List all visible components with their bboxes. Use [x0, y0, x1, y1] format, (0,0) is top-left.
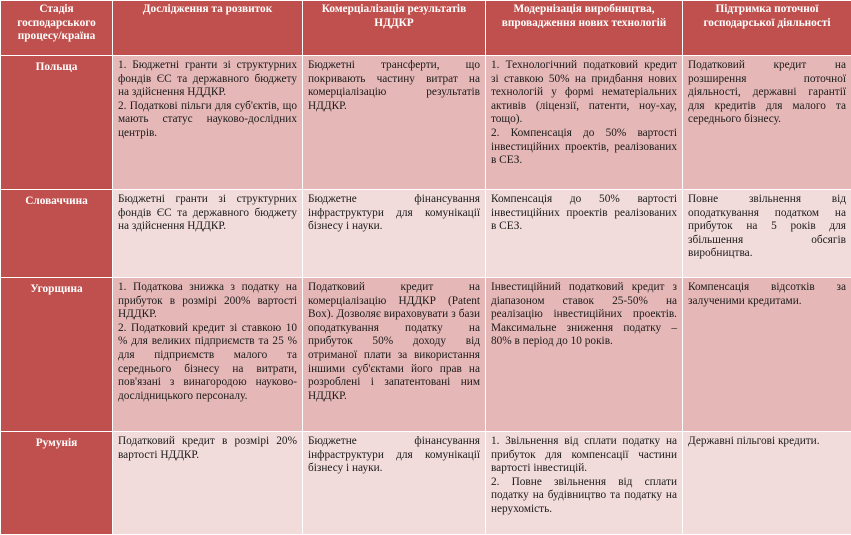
cell-paragraph: 2. Повне звільнення від сплати податку на будівництво та податку на нерухомість. — [491, 476, 677, 517]
table-row-poland — [1, 56, 851, 190]
cell-paragraph: Податковий кредит на розширення поточної діяльності, державні гарантії для кредитів для малого та середнього бізнесу. — [688, 59, 846, 127]
support-cell — [683, 56, 851, 190]
country-cell: Угорщина — [1, 278, 113, 432]
cell-paragraph: 2. Податковий кредит зі ставкою 10 % для великих підприємств та 25 % для підприємств малого та середнього бізнесу на витрати, пов'язані з винагородою науково-дослідницького персоналу. — [118, 322, 297, 404]
cell-paragraph: Бюджетне фінансування інфраструктури для комунікації бізнесу і науки. — [308, 435, 480, 476]
commercialization-cell — [303, 190, 486, 278]
research-cell — [113, 278, 303, 432]
header-commercialization: Комерціалізація результатів НДДКР — [303, 1, 486, 56]
header-research: Дослідження та розвиток — [113, 1, 303, 56]
support-cell — [683, 190, 851, 278]
country-cell: Словаччина — [1, 190, 113, 278]
cell-paragraph: 2. Компенсація до 50% вартості інвестиційних проектів, реалізованих в СЕЗ. — [491, 127, 677, 168]
cell-paragraph: Податковий кредит в розмірі 20% вартості НДДКР. — [118, 435, 297, 462]
support-cell — [683, 278, 851, 432]
cell-paragraph: Інвестиційний податковий кредит з діапазоном ставок 25-50% на реалізацію інвестиційних проектів. Максимальне зниження податку – 80% в період до 10 років. — [491, 281, 677, 349]
research-cell — [113, 190, 303, 278]
cell-paragraph: Бюджетні трансферти, що покривають частину витрат на комерціалізацію результатів НДДКР. — [308, 59, 480, 113]
cell-paragraph: 2. Податкові пільги для суб'єктів, що мають статус науково-дослідних центрів. — [118, 100, 297, 141]
modernization-cell — [486, 190, 683, 278]
header-support: Підтримка поточної господарської діяльності — [683, 1, 851, 56]
commercialization-cell — [303, 278, 486, 432]
cell-paragraph: Податковий кредит на комерціалізацію НДДКР (Patent Box). Дозволяє вираховувати з бази оподаткування податку на прибуток 50% доходу від отриманої плати за використання іншими суб'єктами його прав на розроблені і запатентовані ним НДДКР. — [308, 281, 480, 403]
modernization-cell — [486, 432, 683, 535]
header-stage-country: Стадія господарського процесу/країна — [1, 1, 113, 56]
support-cell — [683, 432, 851, 535]
cell-paragraph: Бюджетні гранти зі структурних фондів ЄС та державного бюджету на здійснення НДДКР. — [118, 193, 297, 234]
table-row-hungary — [1, 278, 851, 432]
table-row-romania — [1, 432, 851, 535]
cell-paragraph: Компенсація до 50% вартості інвестиційних проектів реалізованих в СЕЗ. — [491, 193, 677, 234]
cell-paragraph: Бюджетне фінансування інфраструктури для комунікації бізнесу і науки. — [308, 193, 480, 234]
commercialization-cell — [303, 432, 486, 535]
commercialization-cell — [303, 56, 486, 190]
cell-paragraph: 1. Податкова знижка з податку на прибуток в розмірі 200% вартості НДДКР. — [118, 281, 297, 322]
header-row — [1, 1, 851, 56]
cell-paragraph: 1. Технологічний податковий кредит зі ставкою 50% на придбання нових технологій у формі нематеріальних активів (ліцензії, патенти, ноу-хау, тощо). — [491, 59, 677, 127]
research-cell — [113, 56, 303, 190]
country-cell: Румунія — [1, 432, 113, 535]
modernization-cell — [486, 56, 683, 190]
cell-paragraph: Державні пільгові кредити. — [688, 435, 846, 449]
country-cell: Польща — [1, 56, 113, 190]
cell-paragraph: 1. Бюджетні гранти зі структурних фондів ЄС та державного бюджету на здійснення НДДКР. — [118, 59, 297, 100]
modernization-cell — [486, 278, 683, 432]
cell-paragraph: Повне звільнення від оподаткування податком на прибуток на 5 років для збільшення обсягів виробництва. — [688, 193, 846, 261]
research-cell — [113, 432, 303, 535]
cell-paragraph: 1. Звільнення від сплати податку на прибуток для компенсації частини вартості інвестицій. — [491, 435, 677, 476]
table-row-slovakia — [1, 190, 851, 278]
header-modernization: Модернізація виробництва, впровадження нових технологій — [486, 1, 683, 56]
cell-paragraph: Компенсація відсотків за залученими кредитами. — [688, 281, 846, 308]
